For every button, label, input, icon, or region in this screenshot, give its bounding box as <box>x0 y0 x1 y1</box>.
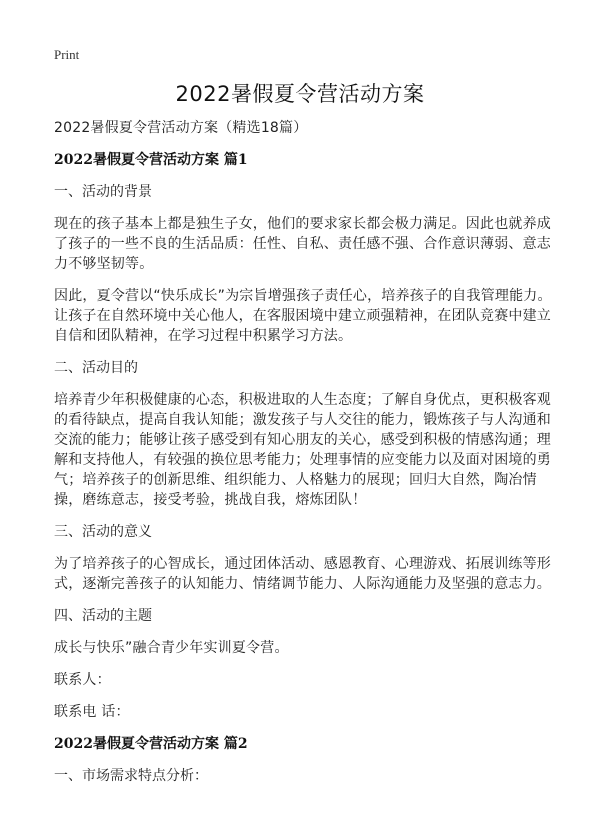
page-title: 2022暑假夏令营活动方案 <box>175 82 425 106</box>
print-link[interactable]: Print <box>54 47 80 62</box>
document-subtitle: 2022暑假夏令营活动方案（精选18篇） <box>54 120 308 136</box>
document-body <box>54 118 554 798</box>
paragraph: 成长与快乐”融合青少年实训夏令营。 <box>54 640 289 656</box>
section-title-background: 一、活动的背景 <box>54 184 152 200</box>
contact-person: 联系人： <box>54 672 111 688</box>
section-title-theme: 四、活动的主题 <box>54 608 152 624</box>
paragraph: 因此，夏令营以“快乐成长”为宗旨增强孩子责任心，培养孩子的自我管理能力。让孩子在自然环境中关心他人，在客服困境中建立顽强精神，在团队竞赛中建立自信和团队精神，在学习过程中积累学习方法。 <box>54 288 552 344</box>
paragraph: 为了培养孩子的心智成长，通过团体活动、感恩教育、心理游戏、拓展训练等形式，逐渐完善孩子的认知能力、情绪调节能力、人际沟通能力及坚强的意志力。 <box>54 556 551 592</box>
contact-phone: 联系电 话： <box>54 704 130 720</box>
paragraph: 培养青少年积极健康的心态，积极进取的人生态度；了解自身优点，更积极客观的看待缺点，提高自我认知能；激发孩子与人交往的能力，锻炼孩子与人沟通和交流的能力；能够让孩子感受到有知心朋友的关心，感受到积极的情感沟通；理解和支持他人，有较强的换位思考能力；处理事情的应变能力以及面对困境的勇气；培养孩子的创新思维、组织能力、人格魅力的展现；回归大自然，陶冶情操，磨练意志，接受考验，挑战自我，熔炼团队！ <box>54 392 551 508</box>
article-heading-1: 2022暑假夏令营活动方案 篇1 <box>54 152 248 168</box>
section-title-purpose: 二、活动目的 <box>54 360 138 376</box>
section-title-market-analysis: 一、市场需求特点分析： <box>54 768 208 784</box>
article-heading-2: 2022暑假夏令营活动方案 篇2 <box>54 736 248 752</box>
section-title-significance: 三、活动的意义 <box>54 524 152 540</box>
paragraph: 现在的孩子基本上都是独生子女，他们的要求家长都会极力满足。因此也就养成了孩子的一些不良的生活品质：任性、自私、责任感不强、合作意识薄弱、意志力不够坚韧等。 <box>54 216 551 272</box>
